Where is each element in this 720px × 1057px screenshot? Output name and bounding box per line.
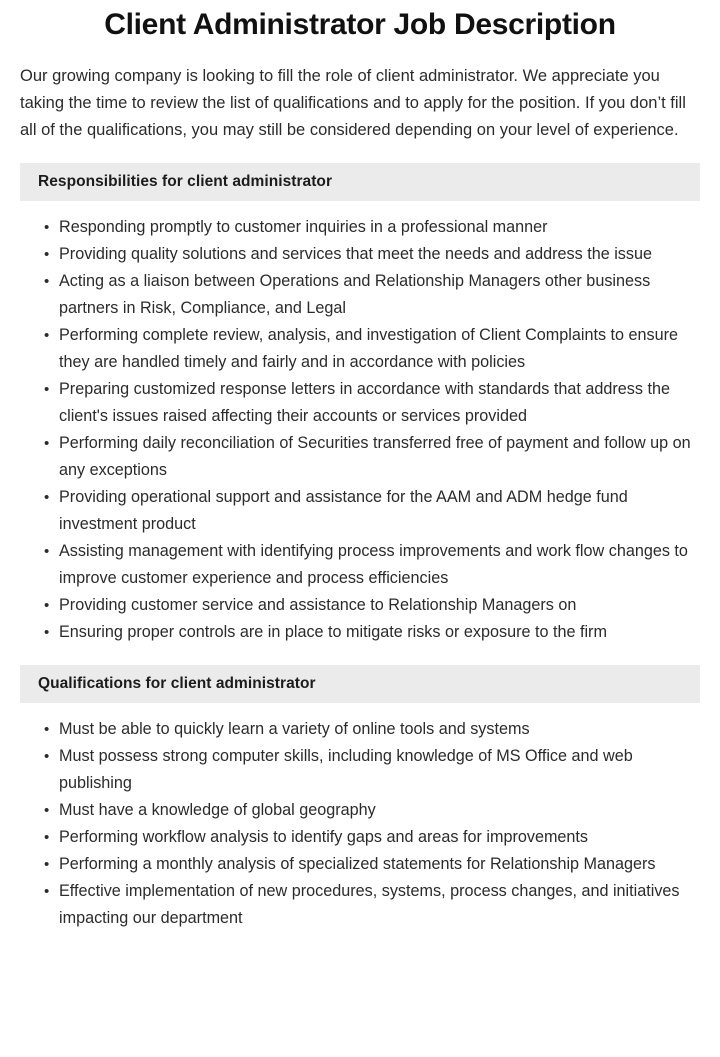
list-item: • Effective implementation of new procedures, systems, process changes, and initiatives impacting our department bbox=[44, 878, 698, 932]
list-item: • Providing quality solutions and services that meet the needs and address the issue bbox=[44, 241, 698, 268]
list-item: • Must have a knowledge of global geography bbox=[44, 797, 698, 824]
list-item: • Assisting management with identifying process improvements and work flow changes to improve customer experience and process efficiencies bbox=[44, 538, 698, 592]
list-item: • Responding promptly to customer inquiries in a professional manner bbox=[44, 214, 698, 241]
list-item: • Performing a monthly analysis of specialized statements for Relationship Managers bbox=[44, 851, 698, 878]
list-item: • Acting as a liaison between Operations and Relationship Managers other business partners in Risk, Compliance, and Legal bbox=[44, 268, 698, 322]
list-item: • Performing workflow analysis to identify gaps and areas for improvements bbox=[44, 824, 698, 851]
list-item: • Performing complete review, analysis, and investigation of Client Complaints to ensure they are handled timely and fairly and in accordance with policies bbox=[44, 322, 698, 376]
list-item: • Must possess strong computer skills, including knowledge of MS Office and web publishing bbox=[44, 743, 698, 797]
section-header-responsibilities bbox=[20, 163, 700, 201]
list-item: • Must be able to quickly learn a variety of online tools and systems bbox=[44, 716, 698, 743]
section-responsibilities bbox=[0, 163, 720, 646]
section-header-qualifications bbox=[20, 665, 700, 703]
section-qualifications bbox=[0, 665, 720, 932]
section-heading-label: Responsibilities for client administrator bbox=[38, 173, 333, 190]
qualifications-list bbox=[0, 703, 720, 932]
responsibilities-list bbox=[0, 201, 720, 646]
section-heading-label: Qualifications for client administrator bbox=[38, 675, 316, 692]
list-item: • Performing daily reconciliation of Securities transferred free of payment and follow up on any exceptions bbox=[44, 430, 698, 484]
list-item: • Preparing customized response letters in accordance with standards that address the client's issues raised affecting their accounts or services provided bbox=[44, 376, 698, 430]
page-title: Client Administrator Job Description bbox=[104, 8, 616, 41]
intro-paragraph: Our growing company is looking to fill the role of client administrator. We appreciate you taking the time to review the list of qualifications and to apply for the position. If you don’t fill all of the qualifications, you may still be considered depending on your level of experience. bbox=[20, 67, 686, 139]
list-item: • Providing customer service and assistance to Relationship Managers on bbox=[44, 592, 698, 619]
list-item: • Providing operational support and assistance for the AAM and ADM hedge fund investment product bbox=[44, 484, 698, 538]
list-item: • Ensuring proper controls are in place to mitigate risks or exposure to the firm bbox=[44, 619, 698, 646]
